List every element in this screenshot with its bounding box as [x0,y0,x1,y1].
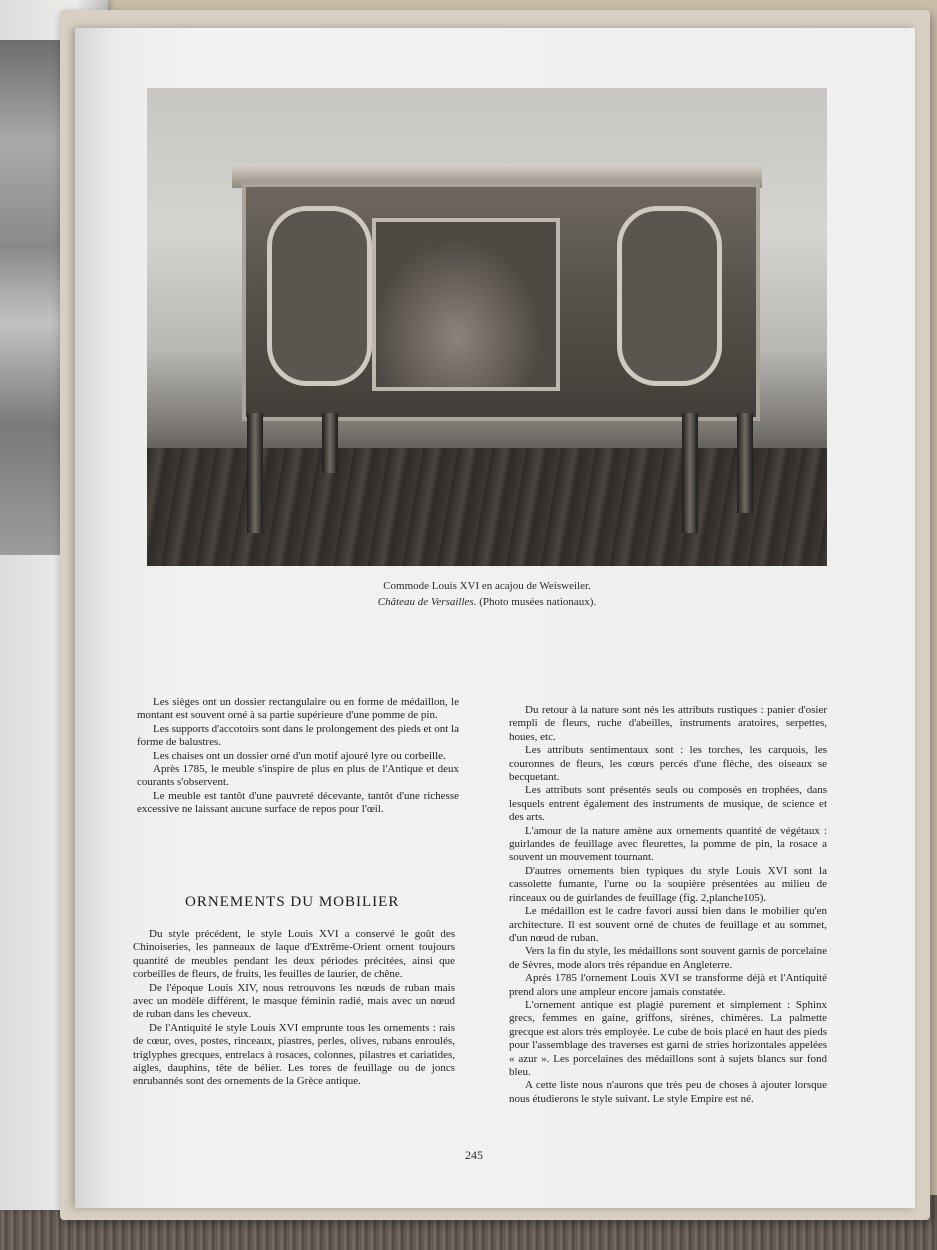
right-page [75,28,915,1208]
paragraph: A cette liste nous n'aurons que très peu de choses à ajouter lorsque nous étudierons le style suivant. Le style Empire est né. [509,1079,827,1105]
paragraph: L'amour de la nature amène aux ornements quantité de végétaux : guirlandes de feuillage avec fleurettes, la pomme de pin, la rosace a souvent un mouvement tournant. [509,824,827,864]
paragraph: Les supports d'accotoirs sont dans le prolongement des pieds et ont la forme de balustres. [137,722,459,749]
paragraph: Le meuble est tantôt d'une pauvreté décevante, tantôt d'une richesse excessive ne laissant aucune surface de repos pour l'œil. [137,789,459,816]
paragraph: De l'époque Louis XIV, nous retrouvons les nœuds de ruban mais avec un modèle différent, le masque féminin radié, mais avec un nœud de ruban dans les cheveux. [133,981,455,1021]
paragraph: Après 1785, le meuble s'inspire de plus en plus de l'Antique et deux courants s'observent. [137,763,459,789]
paragraph: De l'Antiquité le style Louis XVI emprunte tous les ornements : rais de cœur, oves, postes, rinceaux, piastres, perles, olives, rubans enroulés, triglyphes grecques, entrelacs à rosaces, colonnes, pilastres et cariatides, aigles, dauphins, tête de bélier. Les tores de feuillage ou de joncs enrubannés sont des ornements de la Grèce antique. [133,1021,455,1088]
paragraph: Les attributs sont présentés seuls ou composés en trophées, dans lesquels entrent également des instruments de musique, de science et des arts. [509,784,827,824]
commode-photo [147,88,827,566]
right-column [509,704,827,1106]
commode-leg [247,413,263,533]
caption-location: Château de Versailles. [377,596,477,608]
photo-caption [147,578,827,610]
paragraph: Du retour à la nature sont nés les attributs rustiques : panier d'osier rempli de fleurs, ruche d'abeilles, instruments aratoires, serpettes, houes, etc. [509,704,827,743]
paragraph: Le médaillon est le cadre favori aussi bien dans le mobilier qu'en architecture. Il est souvent orné de chutes de feuillage et au sommet, d'un nœud de ruban. [509,905,827,944]
commode-leg [737,413,753,513]
paragraph: D'autres ornements bien typiques du style Louis XVI sont la cassolette fumante, l'urne ou la soupière présentées au milieu de rinceaux ou de guirlandes de feuillage (fig. 2,planche105). [509,864,827,904]
caption-line-1: Commode Louis XVI en acajou de Weisweiler. [383,580,591,592]
paragraph: Vers la fin du style, les médaillons sont souvent garnis de porcelaine de Sèvres, mode alors très répandue en Angleterre. [509,945,827,971]
paragraph: Après 1785 l'ornement Louis XVI se transforme déjà et l'Antiquité prend alors une ampleur encore jamais constatée. [509,972,827,998]
left-column-bottom [133,928,455,1089]
paragraph: Les chaises ont un dossier orné d'un motif ajouré lyre ou corbeille. [153,749,446,762]
commode-left-panel [267,206,372,386]
paragraph: L'ornement antique est plagié purement et simplement : Sphinx grecs, femmes en gaine, griffons, sirènes, chimères. La palmette grecque est alors très employée. Le cube de bois placé en haut des pieds pour l'assemblage des traverses est garni de stries horizontales appelées « azur ». Les porcelaines des médaillons sont à sujets blancs sur fond bleu. [509,998,827,1078]
commode-leg [682,413,698,533]
left-page-photo [0,40,68,555]
commode-right-panel [617,206,722,386]
caption-credit: (Photo musées nationaux). [476,596,597,608]
page-number: 245 [465,1148,483,1162]
paragraph: Les sièges ont un dossier rectangulaire ou en forme de médaillon, le montant est souvent orné à sa partie supérieure d'une pomme de pin. [137,696,459,722]
paragraph: Les attributs sentimentaux sont : les torches, les carquois, les couronnes de fleurs, les cœurs percés d'une flèche, des oiseaux se becquetant. [509,744,827,784]
paragraph: Du style précédent, le style Louis XVI a conservé le goût des Chinoiseries, les panneaux de laque d'Extrême-Orient ornent toujours quantité de meubles pendant les deux périodes précitées, ainsi que corbeilles de fleurs, de fruits, les feuilles de laurier, de chêne. [133,928,455,981]
caption-line-2 [147,594,827,610]
commode-leg [322,413,338,473]
left-column-top [137,696,459,817]
section-title: ORNEMENTS DU MOBILIER [185,894,400,910]
commode-center-panel [372,218,560,391]
